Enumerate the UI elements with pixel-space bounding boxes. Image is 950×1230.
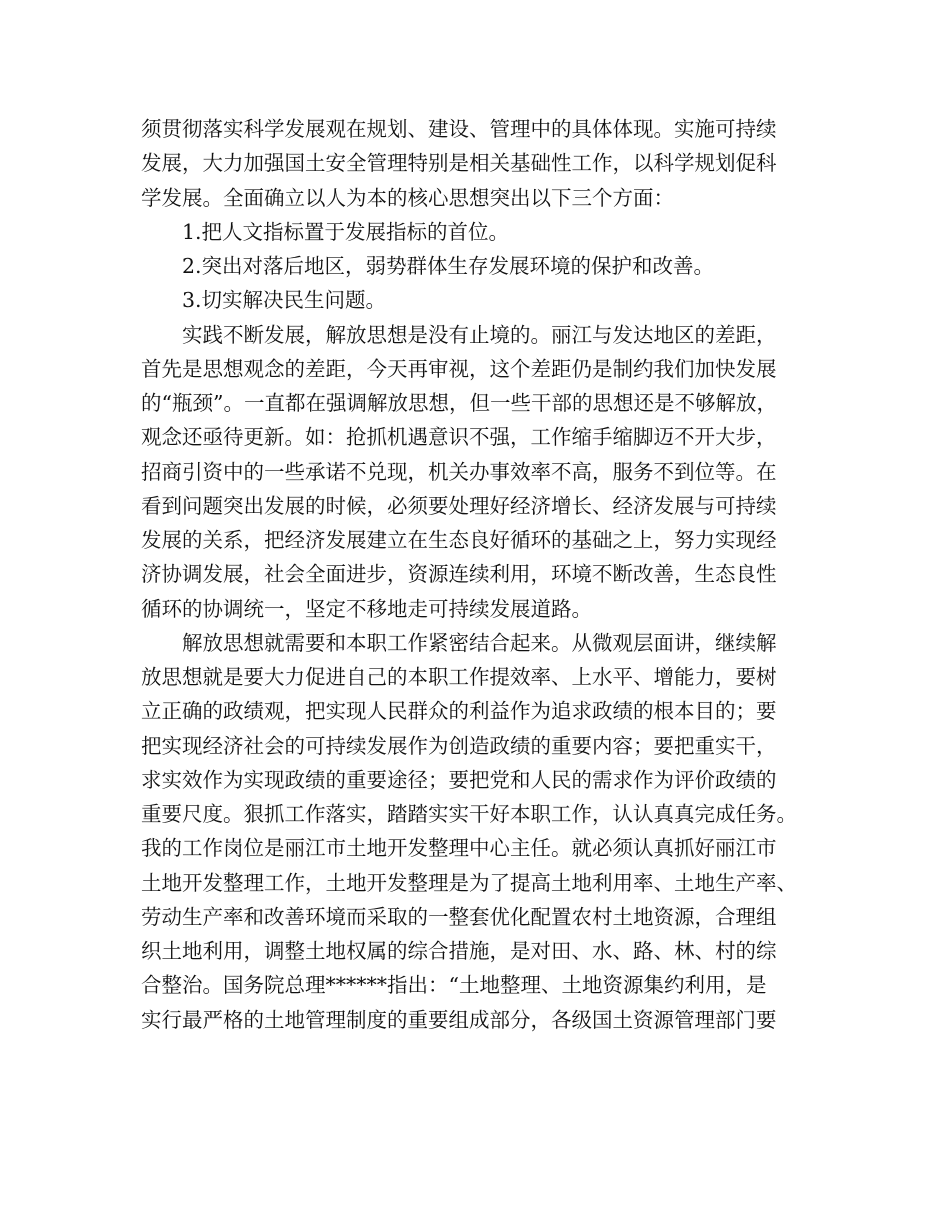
text-line: 观念还亟待更新。如：抢抓机遇意识不强，工作缩手缩脚迈不开大步，	[141, 425, 777, 450]
text-line: 1.把人文指标置于发展指标的首位。	[182, 219, 510, 244]
text-line: 须贯彻落实科学发展观在规划、建设、管理中的具体体现。实施可持续	[141, 117, 777, 141]
text-line: 首先是思想观念的差距，今天再审视，这个差距仍是制约我们加快发展	[141, 356, 777, 381]
text-line: 济协调发展，社会全面进步，资源连续利用，环境不断改善，生态良性	[141, 562, 777, 587]
text-line: 土地开发整理工作，土地开发整理是为了提高土地利用率、土地生产率、	[141, 870, 797, 895]
text-line: 3.切实解决民生问题。	[182, 288, 387, 313]
text-line: 织土地利用，调整土地权属的综合措施，是对田、水、路、林、村的综	[141, 939, 777, 963]
text-line: 放思想就是要大力促进自己的本职工作提效率、上水平、增能力，要树	[141, 665, 777, 689]
text-line: 解放思想就需要和本职工作紧密结合起来。从微观层面讲，继续解	[182, 630, 777, 655]
text-line: 循环的协调统一，坚定不移地走可持续发展道路。	[141, 596, 592, 621]
text-line: 实行最严格的土地管理制度的重要组成部分，各级国土资源管理部门要	[141, 1007, 777, 1032]
text-line: 的“瓶颈”。一直都在强调解放思想，但一些干部的思想还是不够解放，	[141, 391, 777, 415]
text-line: 我的工作岗位是丽江市土地开发整理中心主任。就必须认真抓好丽江市	[141, 836, 777, 861]
text-line: 求实效作为实现政绩的重要途径；要把党和人民的需求作为评价政绩的	[141, 767, 777, 792]
text-line: 合整治。国务院总理******指出：“土地整理、土地资源集约利用，是	[141, 973, 767, 998]
text-line: 看到问题突出发展的时候，必须要处理好经济增长、经济发展与可持续	[141, 493, 777, 518]
text-line: 招商引资中的一些承诺不兑现，机关办事效率不高，服务不到位等。在	[141, 459, 777, 484]
text-line: 劳动生产率和改善环境而采取的一整套优化配置农村土地资源，合理组	[141, 904, 777, 929]
text-line: 发展，大力加强国土安全管理特别是相关基础性工作，以科学规划促科	[141, 151, 777, 176]
text-line: 2.突出对落后地区，弱势群体生存发展环境的保护和改善。	[182, 254, 715, 278]
text-line: 学发展。全面确立以人为本的核心思想突出以下三个方面：	[141, 185, 674, 210]
text-line: 实践不断发展，解放思想是没有止境的。丽江与发达地区的差距，	[182, 322, 777, 347]
text-line: 发展的关系，把经济发展建立在生态良好循环的基础之上，努力实现经	[141, 528, 777, 552]
document-body-text	[141, 112, 841, 1037]
text-line: 立正确的政绩观，把实现人民群众的利益作为追求政绩的根本目的；要	[141, 699, 777, 724]
text-line: 重要尺度。狠抓工作落实，踏踏实实干好本职工作，认认真真完成任务。	[141, 802, 797, 826]
text-line: 把实现经济社会的可持续发展作为创造政绩的重要内容；要把重实干，	[141, 733, 777, 758]
